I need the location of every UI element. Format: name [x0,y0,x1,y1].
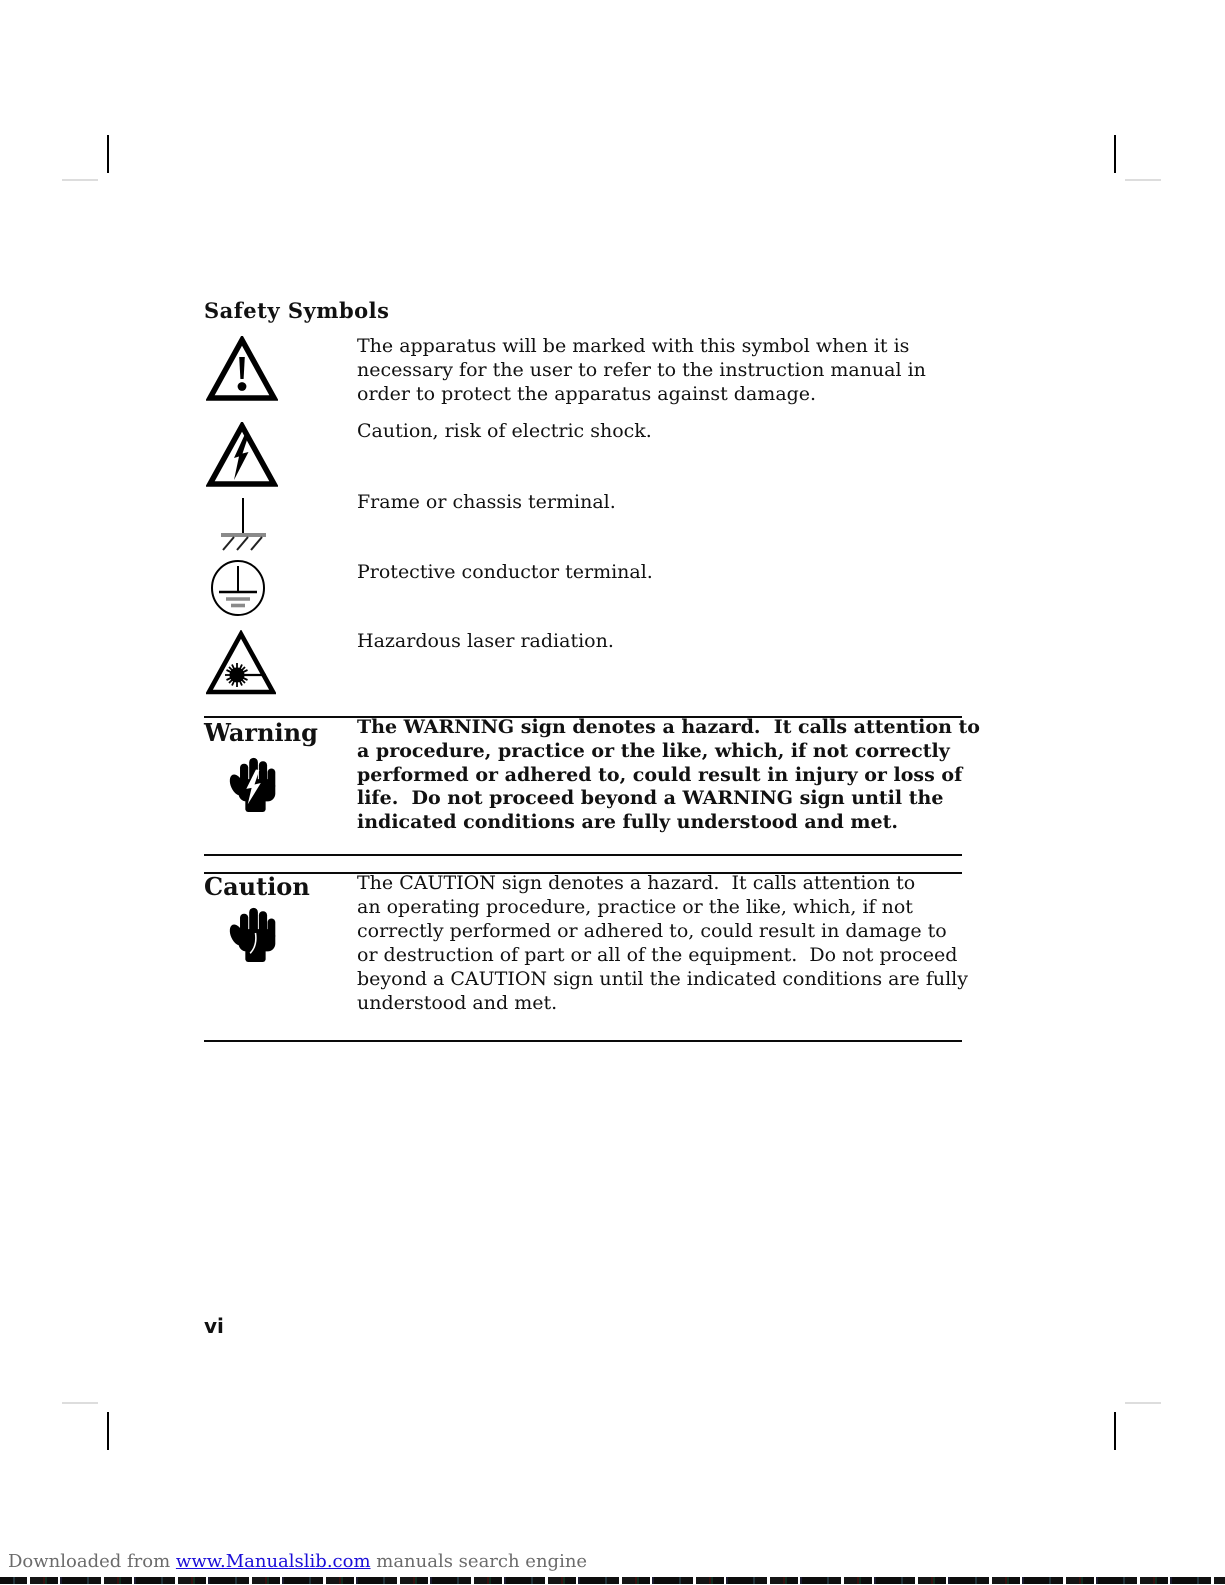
warning-label: Warning [204,718,318,747]
chassis-terminal-icon [210,496,274,554]
protective-conductor-description [357,560,653,584]
crop-mark-bottom-right-horizontal [1125,1402,1161,1404]
attention-symbol-description [357,334,926,406]
crop-mark-bottom-left-horizontal [62,1402,98,1404]
attention-triangle-icon [206,336,278,402]
protective-conductor-icon [209,559,267,617]
text-line: Frame or chassis terminal. [357,491,616,513]
crop-mark-top-right-horizontal [1125,179,1161,181]
text-line: order to protect the apparatus against damage. [357,383,817,405]
text-line: Protective conductor terminal. [357,561,653,583]
text-line: Caution, risk of electric shock. [357,420,652,442]
warning-hand-lightning-icon [226,755,284,813]
laser-radiation-icon [206,630,276,696]
footer-suffix-text: manuals search engine [370,1551,588,1572]
manualslib-link[interactable]: www.Manualslib.com [175,1551,371,1572]
text-line: a procedure, practice or the like, which, if not correctly [357,739,950,762]
text-line: necessary for the user to refer to the instruction manual in [357,359,926,381]
footer [8,1551,587,1572]
text-line: The apparatus will be marked with this symbol when it is [357,335,910,357]
text-line: indicated conditions are fully understood and met. [357,811,898,834]
crop-mark-top-left-vertical [107,135,109,173]
text-line: The CAUTION sign denotes a hazard. It calls attention to [357,872,916,894]
crop-mark-bottom-left-vertical [107,1412,109,1450]
text-line: performed or adhered to, could result in injury or loss of [357,763,963,786]
chassis-terminal-description [357,490,616,514]
text-line: Hazardous laser radiation. [357,630,614,652]
crop-mark-bottom-right-vertical [1114,1412,1116,1450]
caution-paragraph [357,871,968,1015]
caution-section-bottom-rule [204,1040,962,1042]
warning-section-bottom-rule [204,854,962,856]
text-line: or destruction of part or all of the equipment. Do not proceed [357,944,958,966]
page-title: Safety Symbols [204,298,390,323]
text-line: an operating procedure, practice or the like, which, if not [357,896,913,918]
crop-mark-top-left-horizontal [62,179,98,181]
laser-radiation-description [357,629,614,653]
caution-label: Caution [204,872,310,901]
warning-paragraph [357,716,980,835]
electric-shock-description [357,419,652,443]
text-line: The WARNING sign denotes a hazard. It calls attention to [357,716,980,738]
caution-hand-icon [226,905,284,963]
text-line: understood and met. [357,992,558,1014]
crop-mark-top-right-vertical [1114,135,1116,173]
scan-artifact-strip [0,1577,1225,1584]
page-number: vi [204,1314,224,1338]
text-line: life. Do not proceed beyond a WARNING sign until the [357,787,944,810]
text-line: beyond a CAUTION sign until the indicated conditions are fully [357,968,968,990]
footer-prefix-text: Downloaded from [8,1551,176,1572]
electric-shock-triangle-icon [206,422,278,488]
text-line: correctly performed or adhered to, could result in damage to [357,920,947,942]
